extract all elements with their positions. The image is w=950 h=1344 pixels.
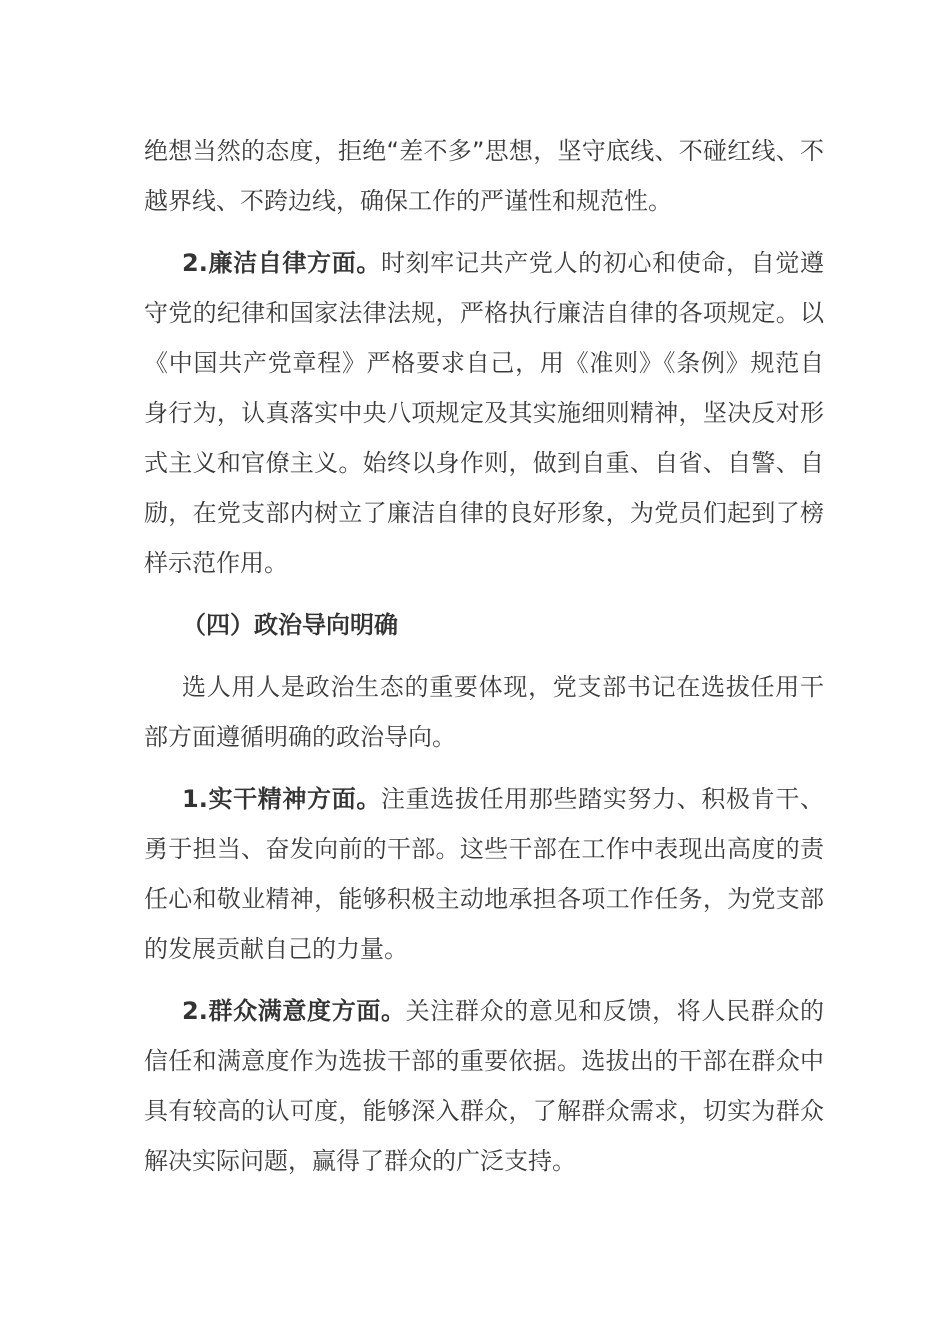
paragraph-practical-spirit	[144, 774, 824, 974]
paragraph-text: 选人用人是政治生态的重要体现，党支部书记在选拔任用干部方面遵循明确的政治导向。	[144, 673, 824, 751]
paragraph-public-satisfaction	[144, 986, 824, 1186]
paragraph-text: 时刻牢记共产党人的初心和使命，自觉遵守党的纪律和国家法律法规，严格执行廉洁自律的各项规定。以《中国共产党章程》严格要求自己，用《准则》《条例》规范自身行为，认真落实中央八项规定及其实施细则精神，坚决反对形式主义和官僚主义。始终以身作则，做到自重、自省、自警、自励，在党支部内树立了廉洁自律的良好形象，为党员们起到了榜样示范作用。	[144, 249, 824, 577]
document-body	[144, 126, 824, 1186]
paragraph-text: 绝想当然的态度，拒绝“差不多”思想，坚守底线、不碰红线、不越界线、不跨边线，确保工作的严谨性和规范性。	[144, 137, 824, 215]
paragraph-continuation	[144, 126, 824, 226]
paragraph-heading: 2.群众满意度方面。	[182, 997, 406, 1025]
paragraph-text: 关注群众的意见和反馈，将人民群众的信任和满意度作为选拔干部的重要依据。选拔出的干部在群众中具有较高的认可度，能够深入群众，了解群众需求，切实为群众解决实际问题，赢得了群众的广泛支持。	[144, 997, 824, 1175]
paragraph-text: 注重选拔任用那些踏实努力、积极肯干、勇于担当、奋发向前的干部。这些干部在工作中表现出高度的责任心和敬业精神，能够积极主动地承担各项工作任务，为党支部的发展贡献自己的力量。	[144, 785, 824, 963]
section-heading: （四）政治导向明确	[182, 611, 398, 639]
paragraph-heading: 2.廉洁自律方面。	[182, 249, 381, 277]
paragraph-integrity	[144, 238, 824, 588]
paragraph-heading: 1.实干精神方面。	[182, 785, 381, 813]
paragraph-intro	[144, 662, 824, 762]
